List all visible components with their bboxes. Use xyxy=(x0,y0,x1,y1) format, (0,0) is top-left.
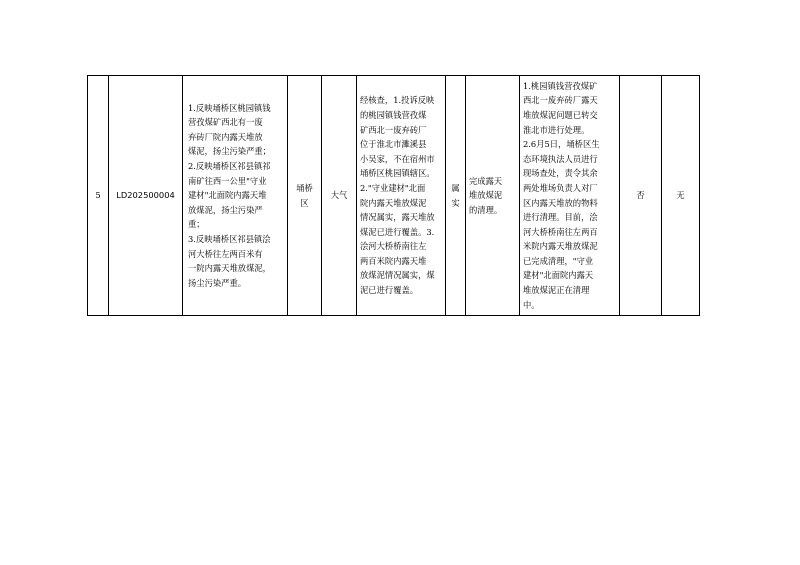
cell-text-line: 3.反映埇桥区祁县镇浍 xyxy=(188,233,271,244)
cell-text-line: 院内露天堆放煤泥 xyxy=(360,197,427,208)
cell-text-line: 现场查处，责令其余 xyxy=(523,168,598,179)
cell-text-line: 2.6月5日，埇桥区生 xyxy=(523,139,600,150)
cell-text-line: 埇桥区桃园镇辖区。 xyxy=(360,168,435,179)
cell-text-line: 米院内露天堆放煤泥 xyxy=(523,241,598,252)
cell-text-line: 进行清理。目前，浍 xyxy=(523,212,598,223)
cell-text-line: 营孜煤矿西北有一废 xyxy=(188,117,263,128)
cell-text-line: 南矿往西一公里"守业 xyxy=(188,175,267,186)
cell-text-line: 矿西北一废弃砖厂 xyxy=(360,124,427,135)
accountability-cell: 否 xyxy=(620,76,662,316)
cell-text-line: 堆放煤泥 xyxy=(469,190,503,201)
cell-text-line: 堆放煤泥正在清理 xyxy=(523,285,590,296)
cell-text-line: 小吴家，不在宿州市 xyxy=(360,153,435,164)
cell-text-line: 煤泥已进行覆盖。3. xyxy=(360,226,435,237)
cell-text-line: 淮北市进行处理。 xyxy=(523,124,590,135)
cell-text-line: 情况属实，露天堆放 xyxy=(360,212,435,223)
cell-text-line: 煤泥，扬尘污染严重； xyxy=(188,146,271,157)
verified-cell xyxy=(446,76,466,316)
cell-text-line: 两百米院内露天堆 xyxy=(360,255,427,266)
rectification-goal-cell xyxy=(466,76,520,316)
cell-text-line: 埇桥 xyxy=(296,182,313,193)
cell-text-line: 泥已进行覆盖。 xyxy=(360,285,419,296)
cell-text-line: 堆放煤泥问题已转交 xyxy=(523,109,598,120)
cell-text-line: 1.桃园镇钱营孜煤矿 xyxy=(523,80,598,91)
cell-text-line: 放煤泥，扬尘污染严 xyxy=(188,204,263,215)
cell-text-line: 2.反映埇桥区祁县镇祁 xyxy=(188,161,271,172)
cell-text-line: 区内露天堆放的物料 xyxy=(523,197,598,208)
cell-text-line: 浍河大桥桥南往左 xyxy=(360,241,427,252)
cell-text-line: 区 xyxy=(300,197,309,208)
cell-text-line: 弃砖厂院内露天堆放 xyxy=(188,131,263,142)
cell-text-line: 西北一废弃砖厂露天 xyxy=(523,95,598,106)
cell-text-line: 位于淮北市濉溪县 xyxy=(360,139,427,150)
cell-text-line: 属 xyxy=(451,182,460,193)
cell-text-line: 的清理。 xyxy=(469,204,503,215)
cell-text-line: 2."守业建材"北面 xyxy=(360,182,426,193)
cell-text-line: 放煤泥情况属实，煤 xyxy=(360,270,435,281)
cell-text-line: 经核查，1.投诉反映 xyxy=(360,95,435,106)
pollution-type-cell: 大气 xyxy=(322,76,357,316)
cell-text-line: 重； xyxy=(188,219,205,230)
investigation-result-cell xyxy=(357,76,446,316)
cell-text-line: 建材"北面院内露天堆 xyxy=(188,190,267,201)
cell-text-line: 扬尘污染严重。 xyxy=(188,277,247,288)
cell-text-line: 两处堆场负责人对厂 xyxy=(523,182,598,193)
cell-text-line: 完成露天 xyxy=(469,175,503,186)
case-table xyxy=(87,75,700,316)
cell-text-line: 中。 xyxy=(523,299,540,310)
cell-text-line: 1.反映埇桥区桃园镇钱 xyxy=(188,102,271,113)
case-code-cell: LD202500004 xyxy=(109,76,183,316)
cell-text-line: 建材"北面院内露天 xyxy=(523,270,594,281)
cell-text-line: 一院内露天堆放煤泥， xyxy=(188,263,271,274)
cell-text-line: 河大桥往左两百米有 xyxy=(188,248,263,259)
table-row xyxy=(88,76,700,316)
handling-status-cell xyxy=(520,76,620,316)
cell-text-line: 已完成清理，"守业 xyxy=(523,255,594,266)
cell-text-line: 河大桥桥南往左两百 xyxy=(523,226,598,237)
cell-text-line: 的桃园镇钱营孜煤 xyxy=(360,109,427,120)
remark-cell: 无 xyxy=(662,76,700,316)
complaint-content-cell xyxy=(183,76,288,316)
cell-text-line: 态环境执法人员进行 xyxy=(523,153,598,164)
cell-text-line: 实 xyxy=(451,197,460,208)
area-cell xyxy=(288,76,322,316)
index-cell: 5 xyxy=(88,76,109,316)
